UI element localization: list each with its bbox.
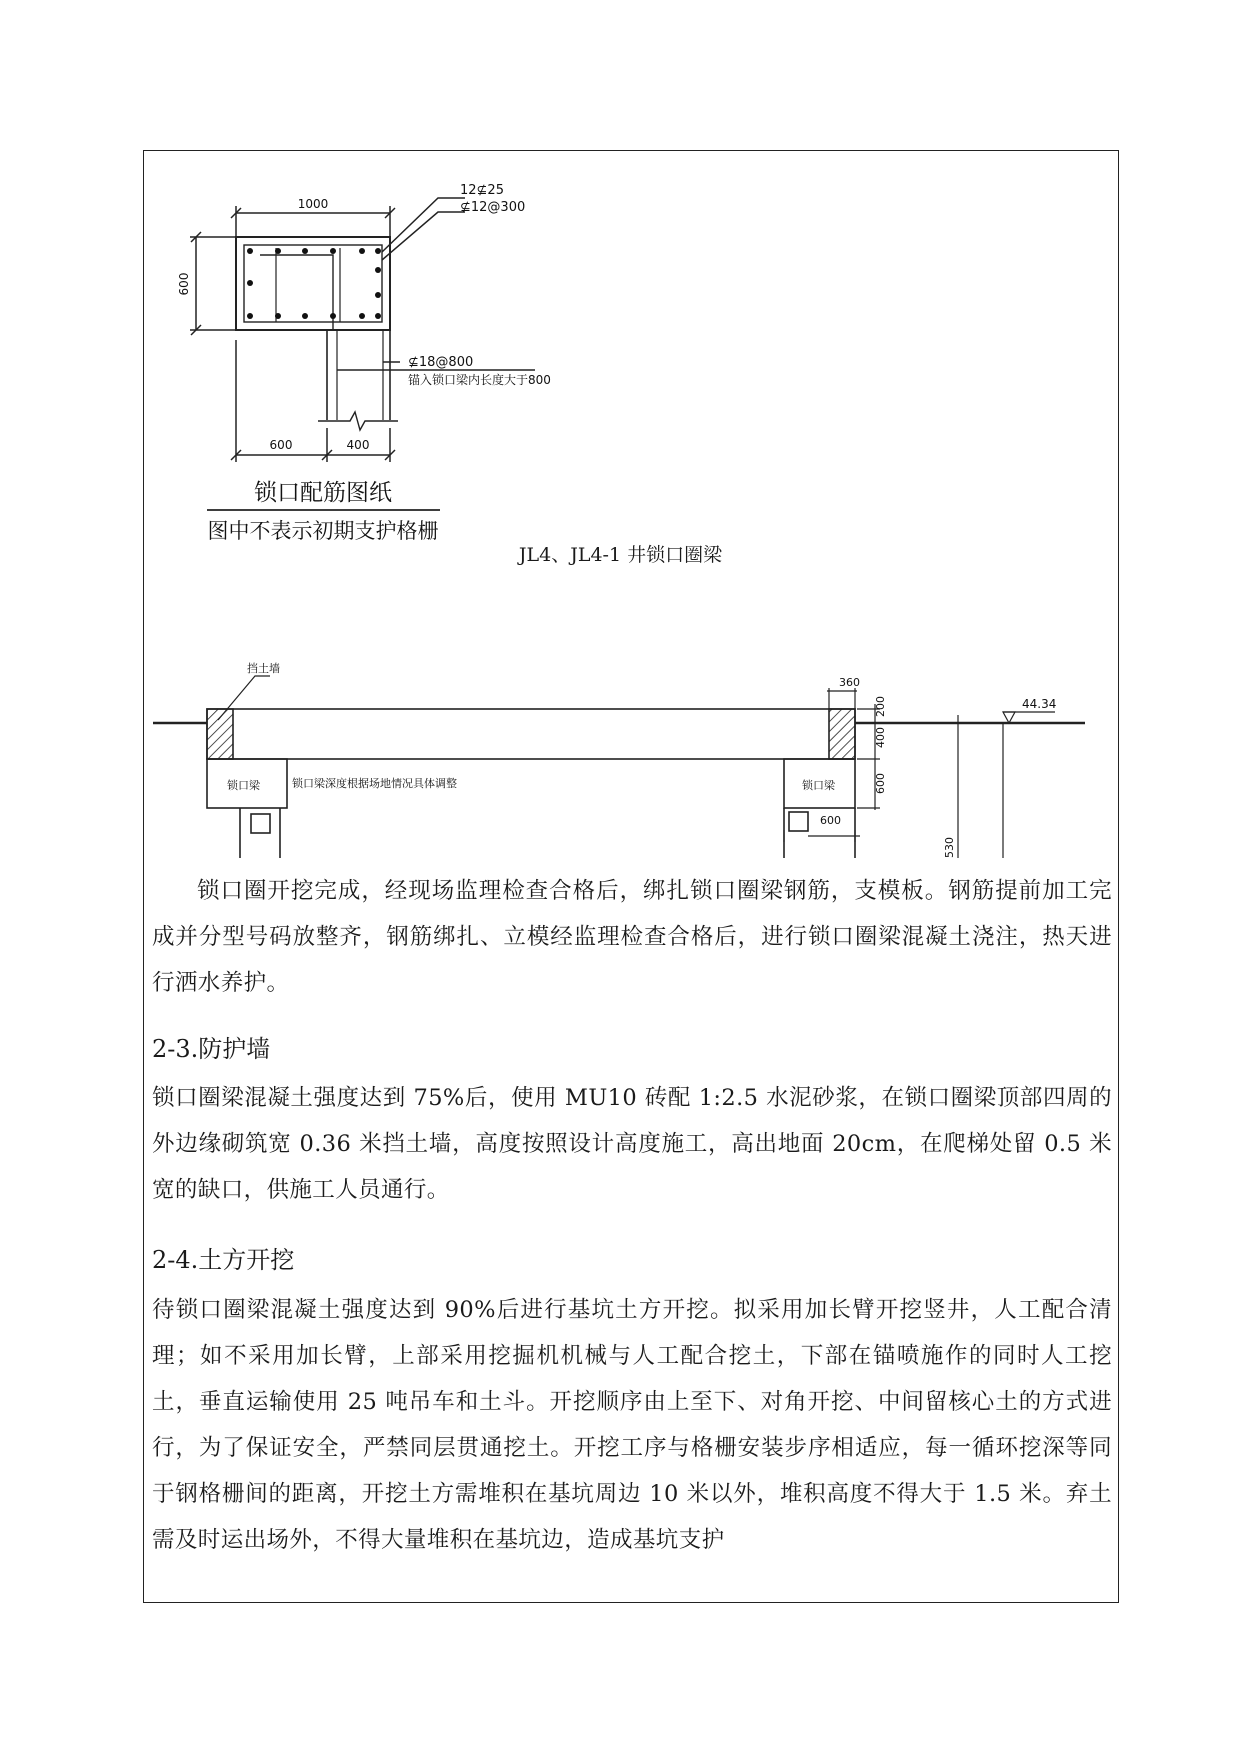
heading-earthwork: 2-4.土方开挖: [152, 1246, 295, 1274]
dim-600-horizontal: 600: [820, 814, 841, 827]
lock-beam-left-label: 锁口梁: [227, 779, 260, 792]
rebar-section-drawing: [0, 0, 1241, 560]
paragraph-beam-construction: 锁口圈开挖完成，经现场监理检查合格后，绑扎锁口圈梁钢筋，支模板。钢筋提前加工完成并分型号码放整齐，钢筋绑扎、立模经监理检查合格后，进行锁口圈梁混凝土浇注，热天进行洒水养护。: [152, 878, 1112, 996]
dim-left: 600: [177, 272, 191, 296]
dim-top: 1000: [297, 197, 329, 211]
ring-beam-elevation-drawing: [0, 600, 1241, 860]
heading-retaining-wall: 2-3.防护墙: [152, 1035, 271, 1063]
anchor-label-length: 锚入锁口梁内长度大于800: [408, 373, 551, 387]
dim-360: 360: [839, 676, 860, 689]
retaining-wall-label: 挡土墙: [247, 662, 280, 675]
lock-beam-right-label: 锁口梁: [802, 779, 835, 792]
dim-400: 400: [874, 727, 887, 748]
drawing-subtitle: 图中不表示初期支护格栅: [207, 519, 439, 543]
paragraph-earthwork: 待锁口圈梁混凝土强度达到 90%后进行基坑土方开挖。拟采用加长臂开挖竖井，人工配合清理；如不采用加长臂，上部采用挖掘机机械与人工配合挖土，下部在锚喷施作的同时人工挖土，垂直运输使用 25 吨吊车和土斗。开挖顺序由上至下、对角开挖、中间留核心土的方式进行，为了保证安全，严禁同层贯通挖土。开挖工序与格栅安装步序相适应，每一循环挖深等同于钢格栅间的距离，开挖土方需堆积在基坑周边 10 米以外，堆积高度不得大于 1.5 米。弃土需及时运出场外，不得大量堆积在基坑边，造成基坑支护: [152, 1297, 1112, 1553]
dim-200: 200: [874, 696, 887, 717]
rebar-label-main: 12⊈25: [460, 183, 504, 198]
lock-beam-depth-note: 锁口梁深度根据场地情况具体调整: [292, 777, 457, 790]
drawing-title: 锁口配筋图纸: [254, 480, 392, 506]
dim-600-vertical: 600: [874, 773, 887, 794]
figure-caption: JL4、JL4-1 井锁口圈梁: [518, 544, 723, 566]
elevation-value: 44.34: [1022, 697, 1057, 711]
rebar-label-stirrup: ⊈12@300: [460, 200, 526, 215]
dim-bottom-right: 400: [346, 438, 370, 452]
dim-530: 530: [943, 837, 956, 858]
anchor-label-spacing: ⊈18@800: [408, 355, 474, 370]
paragraph-retaining-wall: 锁口圈梁混凝土强度达到 75%后，使用 MU10 砖配 1:2.5 水泥砂浆，在锁口圈梁顶部四周的外边缘砌筑宽 0.36 米挡土墙，高度按照设计高度施工，高出地面 20cm，在爬梯处留 0.5 米宽的缺口，供施工人员通行。: [152, 1085, 1112, 1203]
dim-bottom-left: 600: [269, 438, 293, 452]
